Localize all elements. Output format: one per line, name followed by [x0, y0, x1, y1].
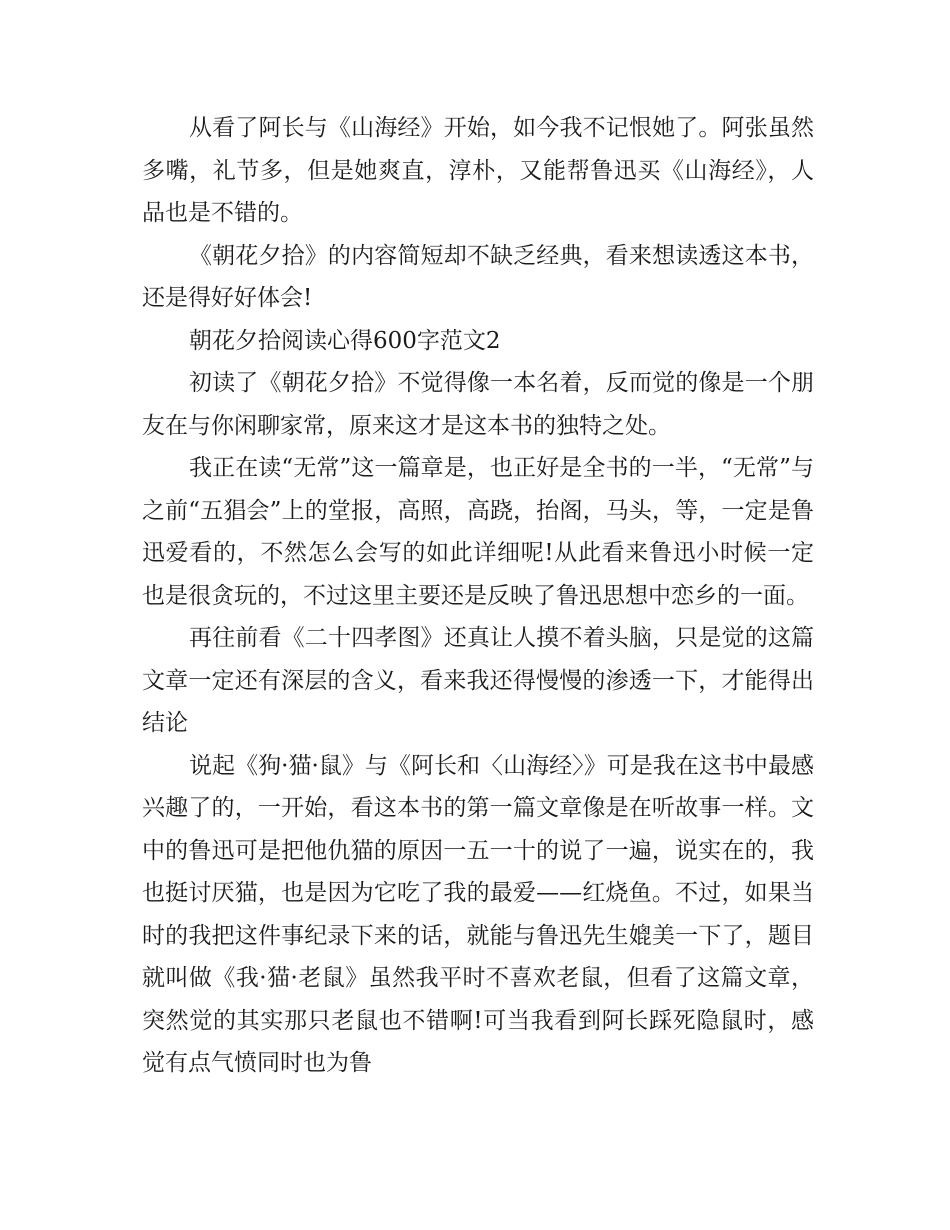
paragraph-2: 《朝花夕拾》的内容简短却不缺乏经典，看来想读透这本书，还是得好好体会!: [142, 242, 814, 311]
paragraph-3: 初读了《朝花夕拾》不觉得像一本名着，反而觉的像是一个朋友在与你闲聊家常，原来这才是这本书的独特之处。: [142, 370, 814, 439]
paragraph-1: 从看了阿长与《山海经》开始，如今我不记恨她了。阿张虽然多嘴，礼节多，但是她爽直，淳朴，又能帮鲁迅买《山海经》，人品也是不错的。: [142, 115, 814, 226]
paragraph-6: 说起《狗·猫·鼠》与《阿长和〈山海经〉》可是我在这书中最感兴趣了的，一开始，看这本书的第一篇文章像是在听故事一样。文中的鲁迅可是把他仇猫的原因一五一十的说了一遍，说实在的，我也挺讨厌猫，也是因为它吃了我的最爱——红烧鱼。不过，如果当时的我把这件事纪录下来的话，就能与鲁迅先生媲美一下了，题目就叫做《我·猫·老鼠》虽然我平时不喜欢老鼠，但看了这篇文章，突然觉的其实那只老鼠也不错啊!可当我看到阿长踩死隐鼠时，感觉有点气愤同时也为鲁: [142, 752, 814, 1076]
section-heading: 朝花夕拾阅读心得600字范文2: [189, 327, 501, 354]
document-body: [142, 107, 814, 1085]
paragraph-5: 再往前看《二十四孝图》还真让人摸不着头脑，只是觉的这篇文章一定还有深层的含义，看来我还得慢慢的渗透一下，才能得出结论: [142, 625, 814, 736]
paragraph-4: 我正在读“无常”这一篇章是，也正好是全书的一半，“无常”与之前“五猖会”上的堂报，高照，高跷，抬阁，马头，等，一定是鲁迅爱看的，不然怎么会写的如此详细呢!从此看来鲁迅小时候一定也是很贪玩的，不过这里主要还是反映了鲁迅思想中恋乡的一面。: [142, 455, 814, 609]
